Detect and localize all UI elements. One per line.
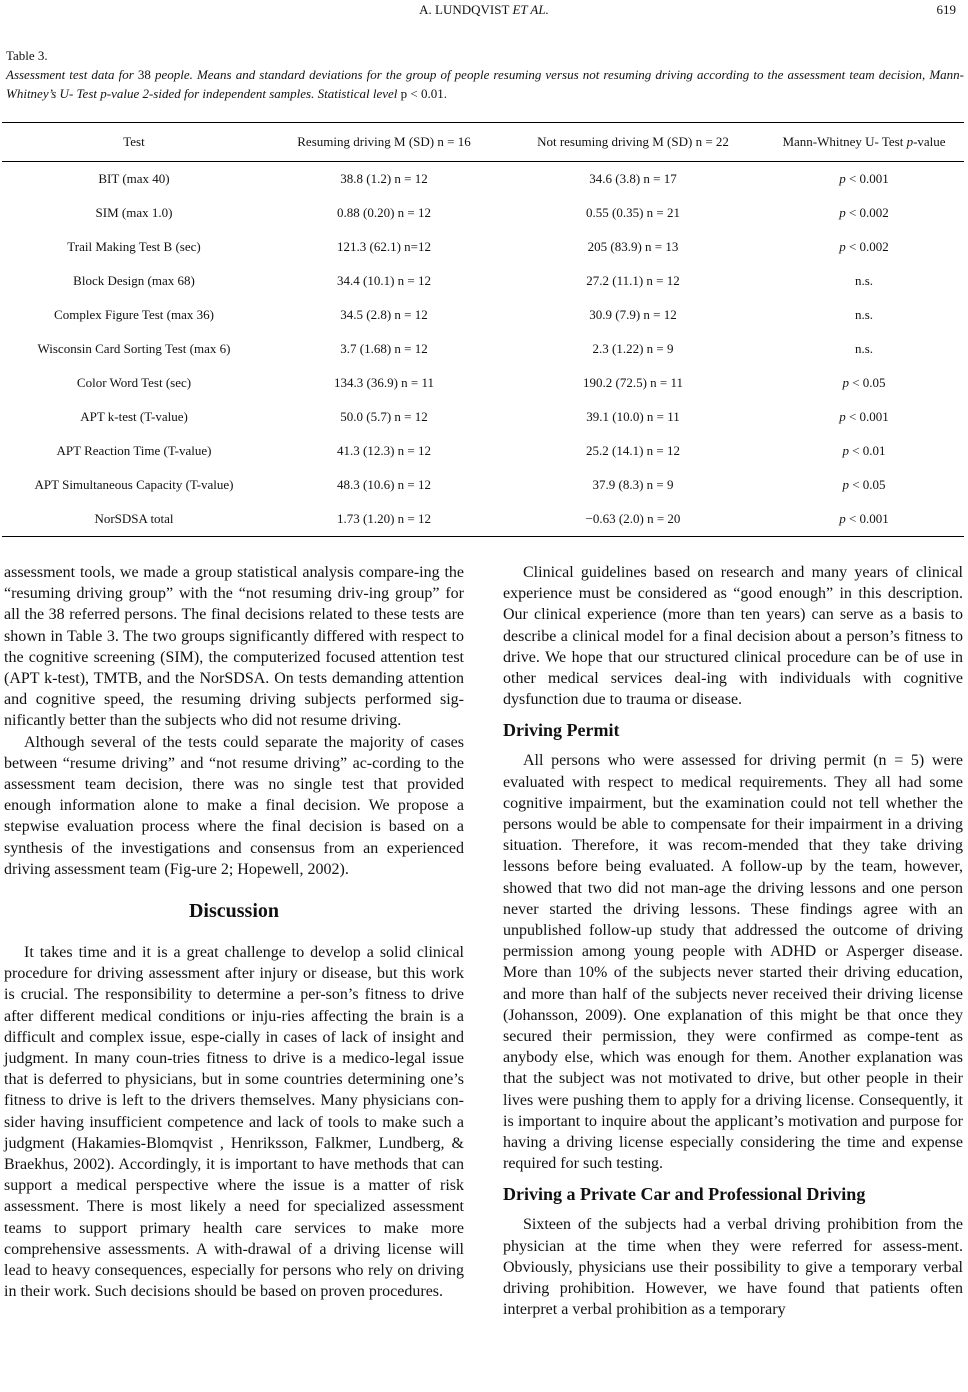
section-heading-discussion: Discussion xyxy=(188,900,280,923)
subsection-heading-driving-permit: Driving Permit xyxy=(503,720,620,741)
cell-test: Complex Figure Test (max 36) xyxy=(54,307,214,322)
header-mw-italic: p xyxy=(906,134,914,149)
author-name: A. LUNDQVIST xyxy=(419,2,510,17)
header-not-resuming: Not resuming driving M (SD) n = 22 xyxy=(502,123,764,162)
cell-resuming: 34.4 (10.1) n = 12 xyxy=(337,273,431,288)
table-row xyxy=(2,162,964,197)
paragraph: Sixteen of the subjects had a verbal driving prohibition from the physician at the time when they were referred for assess-ment. Obviously, physicians use their possibility to give a temporary verbal driving prohibition. However, we have found that patients often interpret a verbal prohibition as a temporary xyxy=(503,1216,963,1319)
caption-significance: p < 0.01. xyxy=(400,86,447,101)
paragraph: Clinical guidelines based on research and many years of clinical experience must be considered as “good enough” in this description. Our clinical experience (more than ten years) can serve as a basis to describe a clinical model for a final decision about a person’s fitness to drive. We hope that our structured clinical procedure can be of use in other medical services deal-ing with individuals with cognitive dysfunction due to trauma or disease. xyxy=(503,564,963,709)
header-mw-prefix: Mann-Whitney U- Test xyxy=(782,134,907,149)
p-symbol: p xyxy=(842,443,849,458)
running-head-title xyxy=(0,2,968,18)
cell-test: APT k-test (T-value) xyxy=(80,409,188,424)
cell-p-value: p < 0.05 xyxy=(842,477,886,492)
cell-p-value: n.s. xyxy=(854,341,874,356)
cell-not-resuming: 25.2 (14.1) n = 12 xyxy=(586,443,680,458)
cell-not-resuming: 39.1 (10.0) n = 11 xyxy=(586,409,680,424)
p-symbol: p xyxy=(842,477,849,492)
table-row xyxy=(2,468,964,502)
cell-test: Wisconsin Card Sorting Test (max 6) xyxy=(37,341,231,356)
right-column xyxy=(503,562,963,1321)
cell-p-value: p < 0.002 xyxy=(839,239,889,254)
paragraph: Although several of the tests could separate the majority of cases between “resume driving” and “not resume driving” ac-cording to the assessment team decision, there was no single test that provided enough information alone to make a final decision. We propose a stepwise evaluation process where the final decision is based on a synthesis of the investigations and consensus from an experienced driving assessment team (Fig-ure 2; Hopewell, 2002). xyxy=(4,733,464,878)
p-symbol: p xyxy=(839,171,846,186)
cell-not-resuming: 27.2 (11.1) n = 12 xyxy=(586,273,680,288)
subsection-heading-private-car: Driving a Private Car and Professional Driving xyxy=(503,1184,866,1205)
cell-not-resuming: 37.9 (8.3) n = 9 xyxy=(592,477,674,492)
p-symbol: p xyxy=(839,409,846,424)
table-row xyxy=(2,434,964,468)
table-row xyxy=(2,366,964,400)
results-table xyxy=(2,122,964,537)
table-row xyxy=(2,332,964,366)
cell-resuming: 3.7 (1.68) n = 12 xyxy=(340,341,428,356)
table-row xyxy=(2,264,964,298)
page-number: 619 xyxy=(936,2,956,17)
cell-test: SIM (max 1.0) xyxy=(95,205,173,220)
p-symbol: p xyxy=(839,205,846,220)
cell-not-resuming: 34.6 (3.8) n = 17 xyxy=(589,171,677,186)
p-symbol: p xyxy=(842,375,849,390)
table-caption-text xyxy=(6,65,964,103)
cell-test: Block Design (max 68) xyxy=(73,273,195,288)
cell-resuming: 0.88 (0.20) n = 12 xyxy=(337,205,431,220)
cell-p-value: p < 0.001 xyxy=(839,409,889,424)
cell-resuming: 41.3 (12.3) n = 12 xyxy=(337,443,431,458)
cell-p-value: p < 0.05 xyxy=(842,375,886,390)
cell-resuming: 48.3 (10.6) n = 12 xyxy=(337,477,431,492)
et-al: ET AL. xyxy=(512,2,549,17)
paragraph: assessment tools, we made a group statistical analysis compare-ing the “resuming driving group” with the “not resuming driv-ing group” for all the 38 referred persons. The final decisions related to these tests are shown in Table 3. The two groups significantly differed with respect to the cognitive screening (SIM), the computerized focused attention test (APT k-test), TMTB, and the NorSDSA. On tests demanding attention and cognitive speed, the resuming driving subjects performed sig-nificantly better than the subjects who did not resume driving. xyxy=(4,564,464,730)
header-test: Test xyxy=(2,123,266,162)
caption-part-b: people. Means and standard deviations for the group of people resuming versus not resuming driving according to the assessment team decision, Mann-Whitney’s U- Test p-value 2-sided for independent samples. Statistical level xyxy=(6,67,965,101)
table-row xyxy=(2,502,964,537)
cell-p-value: n.s. xyxy=(854,273,874,288)
cell-resuming: 34.5 (2.8) n = 12 xyxy=(340,307,428,322)
p-symbol: p xyxy=(839,511,846,526)
header-mw-suffix: -value xyxy=(913,134,946,149)
cell-resuming: 38.8 (1.2) n = 12 xyxy=(340,171,428,186)
running-head xyxy=(0,0,968,22)
cell-resuming: 134.3 (36.9) n = 11 xyxy=(333,375,434,390)
cell-p-value: p < 0.01 xyxy=(842,443,886,458)
table-row xyxy=(2,400,964,434)
cell-p-value: n.s. xyxy=(854,307,874,322)
cell-resuming: 1.73 (1.20) n = 12 xyxy=(266,502,502,537)
cell-resuming: 50.0 (5.7) n = 12 xyxy=(340,409,428,424)
table-header-row xyxy=(2,123,964,162)
header-resuming: Resuming driving M (SD) n = 16 xyxy=(266,123,502,162)
left-column xyxy=(4,562,464,1303)
cell-p-value: p < 0.001 xyxy=(839,171,889,186)
header-mann-whitney xyxy=(764,123,964,162)
cell-test: Trail Making Test B (sec) xyxy=(67,239,201,254)
cell-not-resuming: 30.9 (7.9) n = 12 xyxy=(589,307,677,322)
cell-test: Color Word Test (sec) xyxy=(76,375,192,390)
cell-not-resuming: 2.3 (1.22) n = 9 xyxy=(592,341,674,356)
table-label: Table 3. xyxy=(6,48,48,63)
cell-not-resuming: −0.63 (2.0) n = 20 xyxy=(502,502,764,537)
cell-resuming: 121.3 (62.1) n=12 xyxy=(337,239,431,254)
cell-test: NorSDSA total xyxy=(2,502,266,537)
cell-not-resuming: 205 (83.9) n = 13 xyxy=(587,239,679,254)
paragraph: It takes time and it is a great challenge to develop a solid clinical procedure for driving assessment after injury or disease, but this work is crucial. The responsibility to determine a per-son’s fitness to drive after different medical conditions or inju-ries affecting the brain is a difficult and complex issue, espe-cially in cases of lack of insight and judgment. In many coun-tries fitness to drive is a medico-legal issue that is deferred to physicians, but in some countries determining one’s fitness to drive is left to the drivers themselves. Many physicians con-sider having insufficient competence and lack of tools to make such a judgment (Hakamies-Blomqvist , Henriksson, Falkmer, Lundberg, & Braekhus, 2002). Accordingly, it is important to have methods that can support a medical perspective where the issue is a matter of risk assessment. There is most likely a need for specialized assessment teams to support primary health care services to make more comprehensive assessments. A with-drawal of a driving license will lead to heavy consequences, especially for persons who rely on driving in their work. Such decisions should be based on proven procedures. xyxy=(4,944,464,1301)
cell-test: APT Reaction Time (T-value) xyxy=(56,443,212,458)
table-row xyxy=(2,230,964,264)
cell-p-value: p < 0.002 xyxy=(839,205,889,220)
caption-number: 38 xyxy=(137,67,151,82)
cell-test: BIT (max 40) xyxy=(98,171,170,186)
table-row xyxy=(2,196,964,230)
caption-part-a: Assessment test data for xyxy=(6,67,138,82)
cell-not-resuming: 190.2 (72.5) n = 11 xyxy=(582,375,683,390)
cell-not-resuming: 0.55 (0.35) n = 21 xyxy=(586,205,680,220)
cell-p-value: p < 0.001 xyxy=(764,502,964,537)
table-row xyxy=(2,298,964,332)
paragraph: All persons who were assessed for driving permit (n = 5) were evaluated with respect to medical requirements. They all had some cognitive impairment, but the examination could not tell whether the persons would be able to compensate for their impairment in a driving situation. Therefore, it was recom-mended that they take driving lessons before being evaluated. A follow-up by the team, however, showed that two did not man-age the driving lessons and one person never started the driving lessons. These findings agree with an unpublished follow-up study that addressed the outcome of driving permission among young people with ADHD or Asperger disease. More than 10% of the subjects never started their driving education, and more than half of the subjects never received their driving license (Johansson, 2009). One explanation of this might be that once they secured their permission, they were confirmed as compe-tent as anybody else, which was enough for them. Another explanation was that the subject was not motivated to drive, but other people in their lives were pushing them to apply for a driving license. Consequently, it is important to inquire about the applicant’s motivation and purpose for having a driving license especially considering the time and expense required for such testing. xyxy=(503,752,963,1173)
table-caption xyxy=(6,46,964,103)
cell-test: APT Simultaneous Capacity (T-value) xyxy=(34,477,234,492)
p-symbol: p xyxy=(839,239,846,254)
